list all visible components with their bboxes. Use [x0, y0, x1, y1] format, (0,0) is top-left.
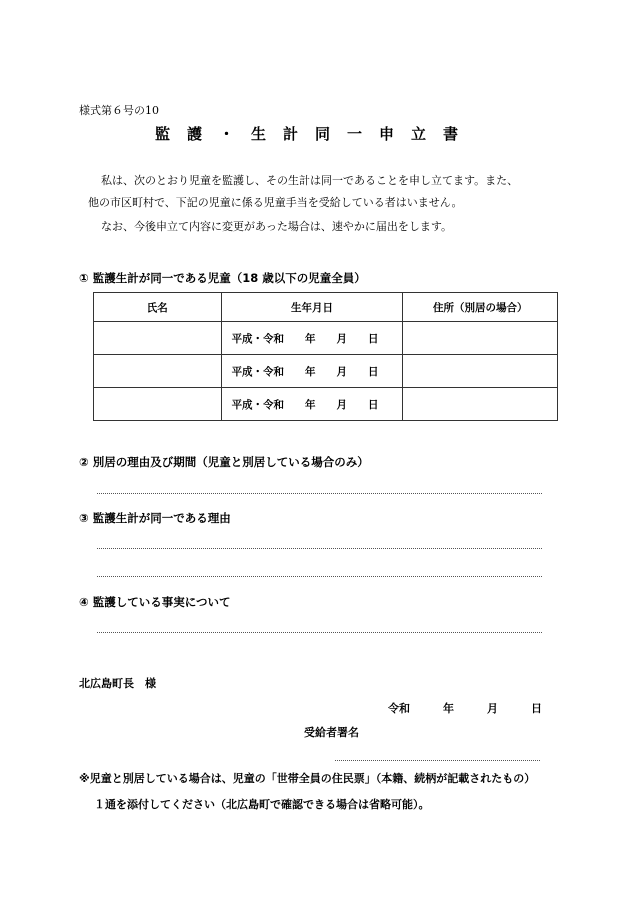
child-dob-cell[interactable]: 平成・令和 年 月 日: [221, 355, 403, 388]
section-1-label: ① 監護生計が同一である児童（18 歳以下の児童全員）: [79, 271, 366, 285]
header-dob: 生年月日: [221, 293, 403, 322]
child-name-cell[interactable]: [94, 322, 222, 355]
child-dob-cell[interactable]: 平成・令和 年 月 日: [221, 388, 403, 421]
child-name-cell[interactable]: [94, 355, 222, 388]
section-2-label: ② 別居の理由及び期間（児童と別居している場合のみ）: [79, 455, 369, 469]
header-address: 住所（別居の場合）: [403, 293, 558, 322]
addressee: 北広島町長 様: [79, 677, 156, 690]
children-table: [93, 292, 558, 421]
custody-fact-line[interactable]: [97, 632, 542, 633]
signature-line[interactable]: [335, 760, 540, 761]
intro-line-1: 私は、次のとおり児童を監護し、その生計は同一であることを申し立てます。また、: [101, 174, 519, 187]
form-number: 様式第６号の10: [79, 104, 159, 117]
child-address-cell[interactable]: [403, 388, 558, 421]
section-3-label: ③ 監護生計が同一である理由: [79, 511, 231, 525]
header-name: 氏名: [94, 293, 222, 322]
intro-line-3: なお、今後申立て内容に変更があった場合は、速やかに届出をします。: [101, 220, 453, 233]
intro-line-2: 他の市区町村で、下記の児童に係る児童手当を受給している者はいません。: [88, 196, 463, 209]
table-row: [94, 355, 558, 388]
separation-reason-line[interactable]: [97, 493, 542, 494]
livelihood-reason-line-2[interactable]: [97, 576, 542, 577]
child-dob-cell[interactable]: 平成・令和 年 月 日: [221, 322, 403, 355]
date-field[interactable]: 令和 年 月 日: [388, 702, 542, 715]
table-header-row: [94, 293, 558, 322]
note-line-1: ※児童と別居している場合は、児童の「世帯全員の住民票」（本籍、続柄が記載されたもの）: [79, 772, 536, 785]
child-address-cell[interactable]: [403, 322, 558, 355]
child-name-cell[interactable]: [94, 388, 222, 421]
note-line-2: １通を添付してください（北広島町で確認できる場合は省略可能）。: [94, 798, 430, 811]
table-row: [94, 322, 558, 355]
livelihood-reason-line-1[interactable]: [97, 548, 542, 549]
signature-label: 受給者署名: [304, 726, 359, 739]
document-title: 監護・生計同一申立書: [154, 125, 475, 143]
child-address-cell[interactable]: [403, 355, 558, 388]
section-4-label: ④ 監護している事実について: [79, 595, 231, 609]
table-row: [94, 388, 558, 421]
